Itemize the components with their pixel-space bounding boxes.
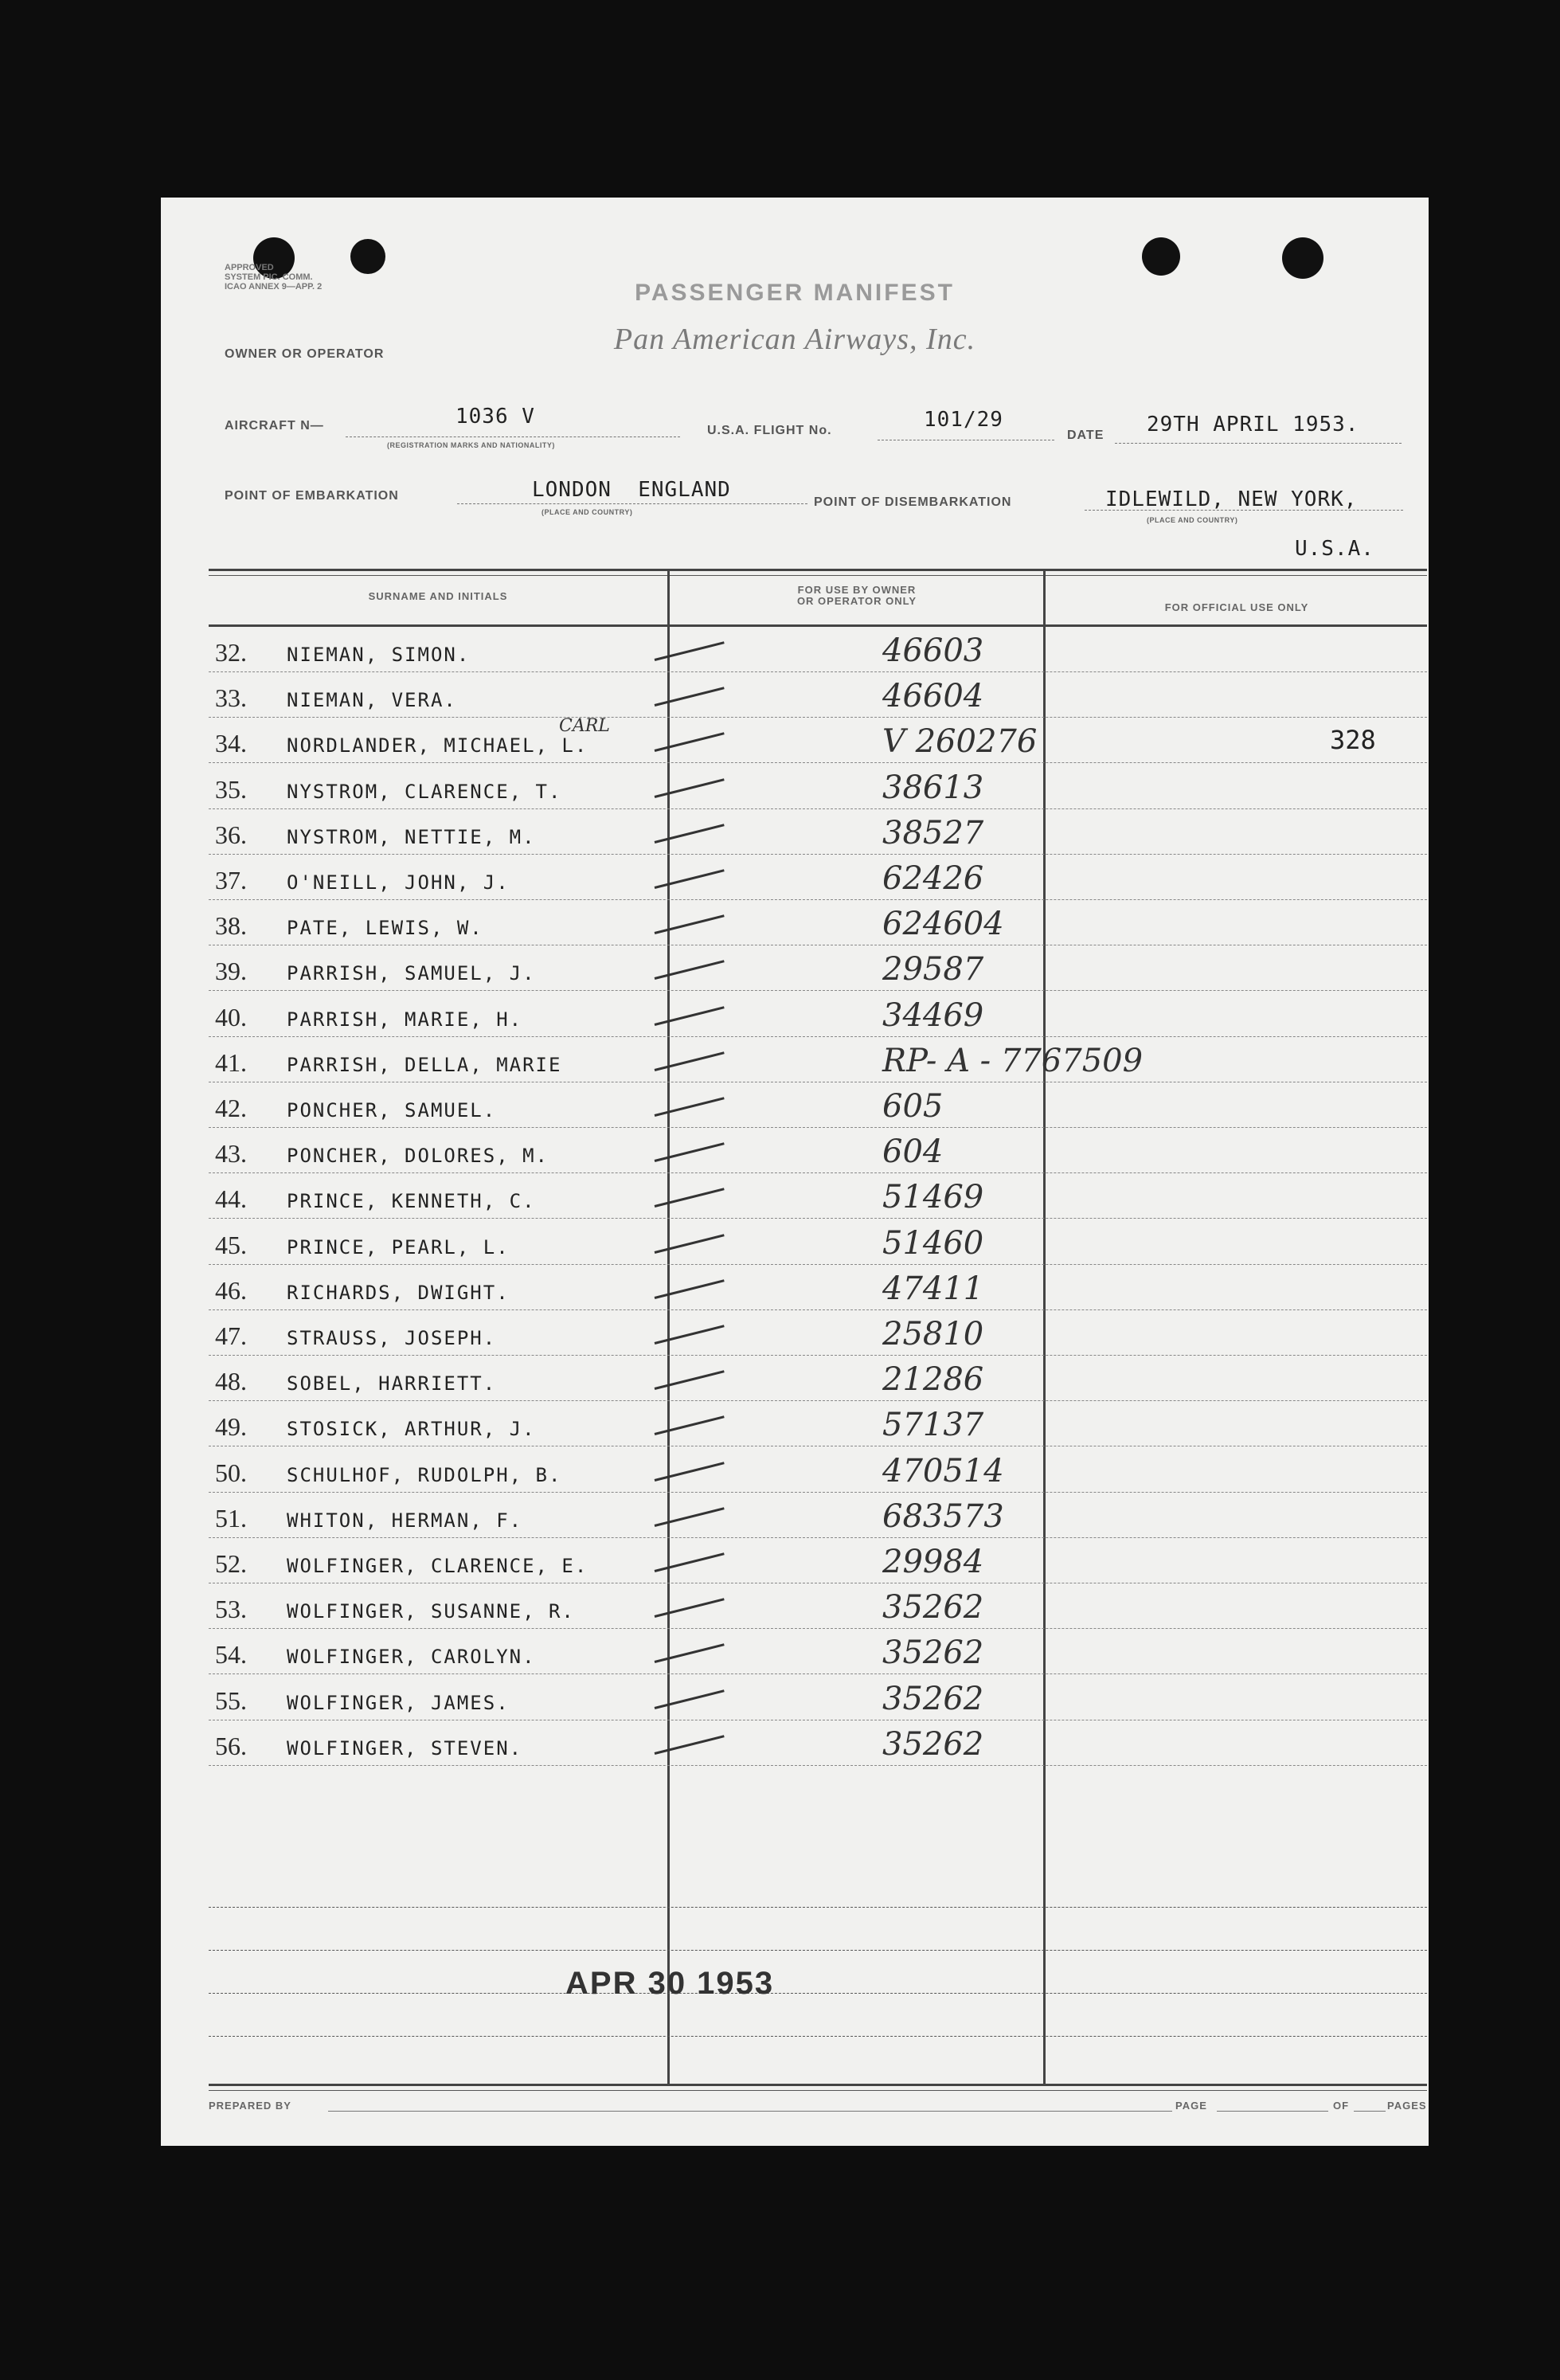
check-mark-icon	[655, 1142, 725, 1162]
passenger-name: RICHARDS, DWIGHT.	[287, 1281, 510, 1304]
passenger-number: 42.	[215, 1094, 247, 1122]
passenger-number: 40.	[215, 1002, 247, 1031]
row-line	[209, 1765, 1427, 1766]
operator-note: 35262	[882, 1589, 984, 1626]
table-row	[209, 765, 1427, 809]
passenger-number: 44.	[215, 1184, 247, 1214]
operator-note: 624604	[882, 906, 1004, 943]
passenger-number: 36.	[215, 820, 247, 849]
owner-label: OWNER OR OPERATOR	[225, 347, 385, 361]
passenger-number: 33.	[215, 683, 247, 713]
check-mark-icon	[655, 1370, 725, 1390]
empty-line	[209, 1907, 1427, 1908]
check-mark-icon	[655, 1006, 725, 1026]
disembark-label: POINT OF DISEMBARKATION	[814, 495, 1012, 509]
operator-note: 683573	[882, 1497, 1004, 1535]
operator-note: 46604	[882, 678, 984, 715]
row-line	[209, 1127, 1427, 1128]
check-mark-icon	[655, 1279, 725, 1299]
passenger-name: PARRISH, MARIE, H.	[287, 1008, 523, 1031]
date-value: 29TH APRIL 1953.	[1147, 413, 1359, 436]
pages-label: PAGES	[1387, 2100, 1427, 2112]
operator-note: 38527	[882, 814, 984, 851]
passenger-name: O'NEILL, JOHN, J.	[287, 871, 510, 894]
table-row	[209, 946, 1427, 991]
passenger-number: 35.	[215, 774, 247, 804]
passenger-number: 43.	[215, 1139, 247, 1168]
operator-note: 47411	[882, 1270, 984, 1307]
check-mark-icon	[655, 1689, 725, 1709]
passenger-name: NORDLANDER, MICHAEL, L.	[287, 734, 588, 757]
table-row	[209, 1083, 1427, 1128]
operator-note: 51469	[882, 1179, 984, 1216]
column-header-name: SURNAME AND INITIALS	[368, 590, 508, 602]
passenger-name: PONCHER, SAMUEL.	[287, 1099, 497, 1121]
table-row	[209, 992, 1427, 1037]
name-correction: CARL	[559, 716, 610, 737]
row-line	[209, 899, 1427, 900]
table-row	[209, 1630, 1427, 1674]
check-mark-icon	[655, 687, 725, 707]
passenger-name: SCHULHOF, RUDOLPH, B.	[287, 1463, 562, 1486]
official-note: 328	[1330, 725, 1376, 756]
table-row	[209, 1493, 1427, 1538]
table-row	[209, 673, 1427, 718]
passenger-name: WOLFINGER, JAMES.	[287, 1691, 510, 1714]
passenger-number: 34.	[215, 729, 247, 758]
passenger-name: SOBEL, HARRIETT.	[287, 1372, 497, 1396]
passenger-name: PRINCE, PEARL, L.	[287, 1235, 510, 1259]
operator-note: 605	[882, 1088, 944, 1125]
passenger-number: 56.	[215, 1731, 247, 1760]
passenger-number: 53.	[215, 1595, 247, 1624]
empty-line	[209, 2036, 1427, 2037]
table-row	[209, 810, 1427, 855]
passenger-name: PARRISH, SAMUEL, J.	[287, 962, 536, 985]
aircraft-label: AIRCRAFT N—	[225, 419, 324, 433]
page-label: PAGE	[1175, 2100, 1207, 2112]
embark-sublabel: (PLACE AND COUNTRY)	[542, 508, 633, 516]
check-mark-icon	[655, 1462, 725, 1482]
operator-note: V 260276	[882, 723, 1038, 761]
row-line	[209, 1264, 1427, 1265]
passenger-name: PONCHER, DOLORES, M.	[287, 1145, 549, 1168]
operator-note: 51460	[882, 1224, 984, 1262]
passenger-name: WOLFINGER, STEVEN.	[287, 1736, 523, 1760]
page-title: PASSENGER MANIFEST	[635, 280, 955, 306]
embark-value: LONDON ENGLAND	[532, 478, 731, 502]
approval-note: APPROVED SYSTEM PIC. COMM. ICAO ANNEX 9—APP. 2	[225, 263, 323, 292]
table-bottom-rule-thin	[209, 2090, 1427, 2091]
passenger-number: 55.	[215, 1685, 247, 1715]
check-mark-icon	[655, 1598, 725, 1618]
row-line	[209, 1036, 1427, 1037]
passenger-name: NIEMAN, SIMON.	[287, 644, 471, 666]
passenger-number: 47.	[215, 1321, 247, 1350]
passenger-number: 48.	[215, 1367, 247, 1396]
passenger-number: 39.	[215, 957, 247, 986]
row-line	[209, 762, 1427, 763]
operator-note: 62426	[882, 860, 984, 897]
passenger-number: 32.	[215, 638, 247, 667]
table-row	[209, 1539, 1427, 1583]
punch-hole-icon	[1282, 237, 1323, 279]
table-row	[209, 901, 1427, 945]
check-mark-icon	[655, 1051, 725, 1071]
check-mark-icon	[655, 1644, 725, 1664]
passenger-number: 37.	[215, 866, 247, 894]
passenger-number: 41.	[215, 1047, 247, 1077]
table-row	[209, 1220, 1427, 1265]
date-label: DATE	[1067, 429, 1105, 442]
check-mark-icon	[655, 1097, 725, 1117]
table-row	[209, 1356, 1427, 1401]
disembark-value: IDLEWILD, NEW YORK,	[1105, 487, 1358, 511]
passenger-number: 49.	[215, 1412, 247, 1442]
operator-note: 35262	[882, 1725, 984, 1763]
table-row	[209, 628, 1427, 672]
passenger-number: 54.	[215, 1640, 247, 1670]
passenger-name: NYSTROM, CLARENCE, T.	[287, 780, 562, 803]
table-row	[209, 718, 1427, 763]
row-line	[209, 808, 1427, 809]
flight-value: 101/29	[924, 408, 1003, 432]
table-row	[209, 1129, 1427, 1173]
operator-note: 604	[882, 1133, 944, 1171]
row-line	[209, 717, 1427, 718]
prepared-by-underline	[328, 2111, 1172, 2112]
check-mark-icon	[655, 824, 725, 844]
row-line	[209, 1355, 1427, 1356]
row-line	[209, 671, 1427, 672]
table-row	[209, 1402, 1427, 1446]
passenger-name: WHITON, HERMAN, F.	[287, 1509, 523, 1532]
check-mark-icon	[655, 1416, 725, 1436]
table-row	[209, 1266, 1427, 1310]
operator-note: 35262	[882, 1634, 984, 1672]
carrier-name: Pan American Airways, Inc.	[613, 323, 976, 356]
passenger-name: WOLFINGER, CAROLYN.	[287, 1646, 536, 1669]
flight-label: U.S.A. FLIGHT No.	[707, 424, 832, 437]
disembark-value-country: U.S.A.	[1295, 537, 1374, 561]
row-line	[209, 854, 1427, 855]
column-header-official: FOR OFFICIAL USE ONLY	[1164, 601, 1309, 613]
received-date-stamp: APR 30 1953	[565, 1966, 775, 2001]
row-line	[209, 1309, 1427, 1310]
passenger-name: PATE, LEWIS, W.	[287, 917, 483, 940]
table-row	[209, 855, 1427, 900]
passenger-name: WOLFINGER, SUSANNE, R.	[287, 1600, 575, 1623]
embark-underline	[457, 503, 807, 504]
check-mark-icon	[655, 914, 725, 934]
table-row	[209, 1676, 1427, 1720]
table-row	[209, 1721, 1427, 1766]
table-row	[209, 1038, 1427, 1082]
table-top-rule	[209, 569, 1427, 571]
passenger-number: 51.	[215, 1503, 247, 1533]
operator-note: RP- A - 7767509	[882, 1042, 1144, 1079]
row-line	[209, 990, 1427, 991]
aircraft-value: 1036 V	[455, 405, 535, 429]
table-row	[209, 1448, 1427, 1493]
check-mark-icon	[655, 869, 725, 889]
passenger-name: WOLFINGER, CLARENCE, E.	[287, 1555, 588, 1577]
manifest-page	[161, 198, 1429, 2146]
operator-note: 21286	[882, 1361, 984, 1399]
row-line	[209, 1537, 1427, 1538]
operator-note: 46603	[882, 632, 984, 669]
passenger-name: PARRISH, DELLA, MARIE	[287, 1053, 562, 1076]
check-mark-icon	[655, 1188, 725, 1208]
passenger-number: 50.	[215, 1458, 247, 1487]
check-mark-icon	[655, 1507, 725, 1527]
passenger-number: 52.	[215, 1549, 247, 1578]
check-mark-icon	[655, 733, 725, 753]
row-line	[209, 1400, 1427, 1401]
check-mark-icon	[655, 778, 725, 798]
passenger-name: STRAUSS, JOSEPH.	[287, 1327, 497, 1349]
operator-note: 29587	[882, 951, 984, 988]
table-row	[209, 1311, 1427, 1356]
table-bottom-rule	[209, 2084, 1427, 2086]
prepared-by-label: PREPARED BY	[209, 2100, 291, 2112]
row-line	[209, 1172, 1427, 1173]
passenger-name: STOSICK, ARTHUR, J.	[287, 1418, 536, 1441]
aircraft-underline	[346, 436, 680, 437]
of-underline	[1354, 2111, 1386, 2112]
table-row	[209, 1584, 1427, 1629]
of-label: OF	[1333, 2100, 1350, 2112]
check-mark-icon	[655, 1234, 725, 1254]
punch-hole-icon	[350, 239, 385, 274]
operator-note: 25810	[882, 1316, 984, 1352]
check-mark-icon	[655, 1735, 725, 1755]
empty-line	[209, 1950, 1427, 1951]
row-line	[209, 1218, 1427, 1219]
aircraft-sublabel: (REGISTRATION MARKS AND NATIONALITY)	[387, 441, 555, 449]
check-mark-icon	[655, 1552, 725, 1572]
row-line	[209, 1673, 1427, 1674]
date-underline	[1115, 443, 1402, 444]
passenger-number: 38.	[215, 911, 247, 941]
embark-label: POINT OF EMBARKATION	[225, 489, 399, 503]
table-row	[209, 1174, 1427, 1219]
passenger-number: 46.	[215, 1275, 247, 1305]
operator-note: 29984	[882, 1544, 984, 1580]
operator-note: 57137	[882, 1407, 984, 1444]
column-header-owner: FOR USE BY OWNER OR OPERATOR ONLY	[796, 584, 917, 607]
operator-note: 38613	[882, 769, 984, 806]
passenger-name: PRINCE, KENNETH, C.	[287, 1190, 536, 1213]
row-line	[209, 1492, 1427, 1493]
operator-note: 34469	[882, 996, 984, 1034]
operator-note: 35262	[882, 1680, 984, 1717]
table-top-rule-thin	[209, 575, 1427, 576]
empty-line	[209, 1993, 1427, 1994]
row-line	[209, 1628, 1427, 1629]
operator-note: 470514	[882, 1452, 1004, 1489]
passenger-number: 45.	[215, 1230, 247, 1259]
disembark-sublabel: (PLACE AND COUNTRY)	[1147, 516, 1238, 524]
passenger-name: NYSTROM, NETTIE, M.	[287, 825, 536, 848]
page-underline	[1217, 2111, 1328, 2112]
check-mark-icon	[655, 1325, 725, 1345]
check-mark-icon	[655, 961, 725, 981]
punch-hole-icon	[1142, 237, 1180, 276]
check-mark-icon	[655, 641, 725, 661]
table-header-rule	[209, 624, 1427, 627]
passenger-name: NIEMAN, VERA.	[287, 689, 457, 712]
